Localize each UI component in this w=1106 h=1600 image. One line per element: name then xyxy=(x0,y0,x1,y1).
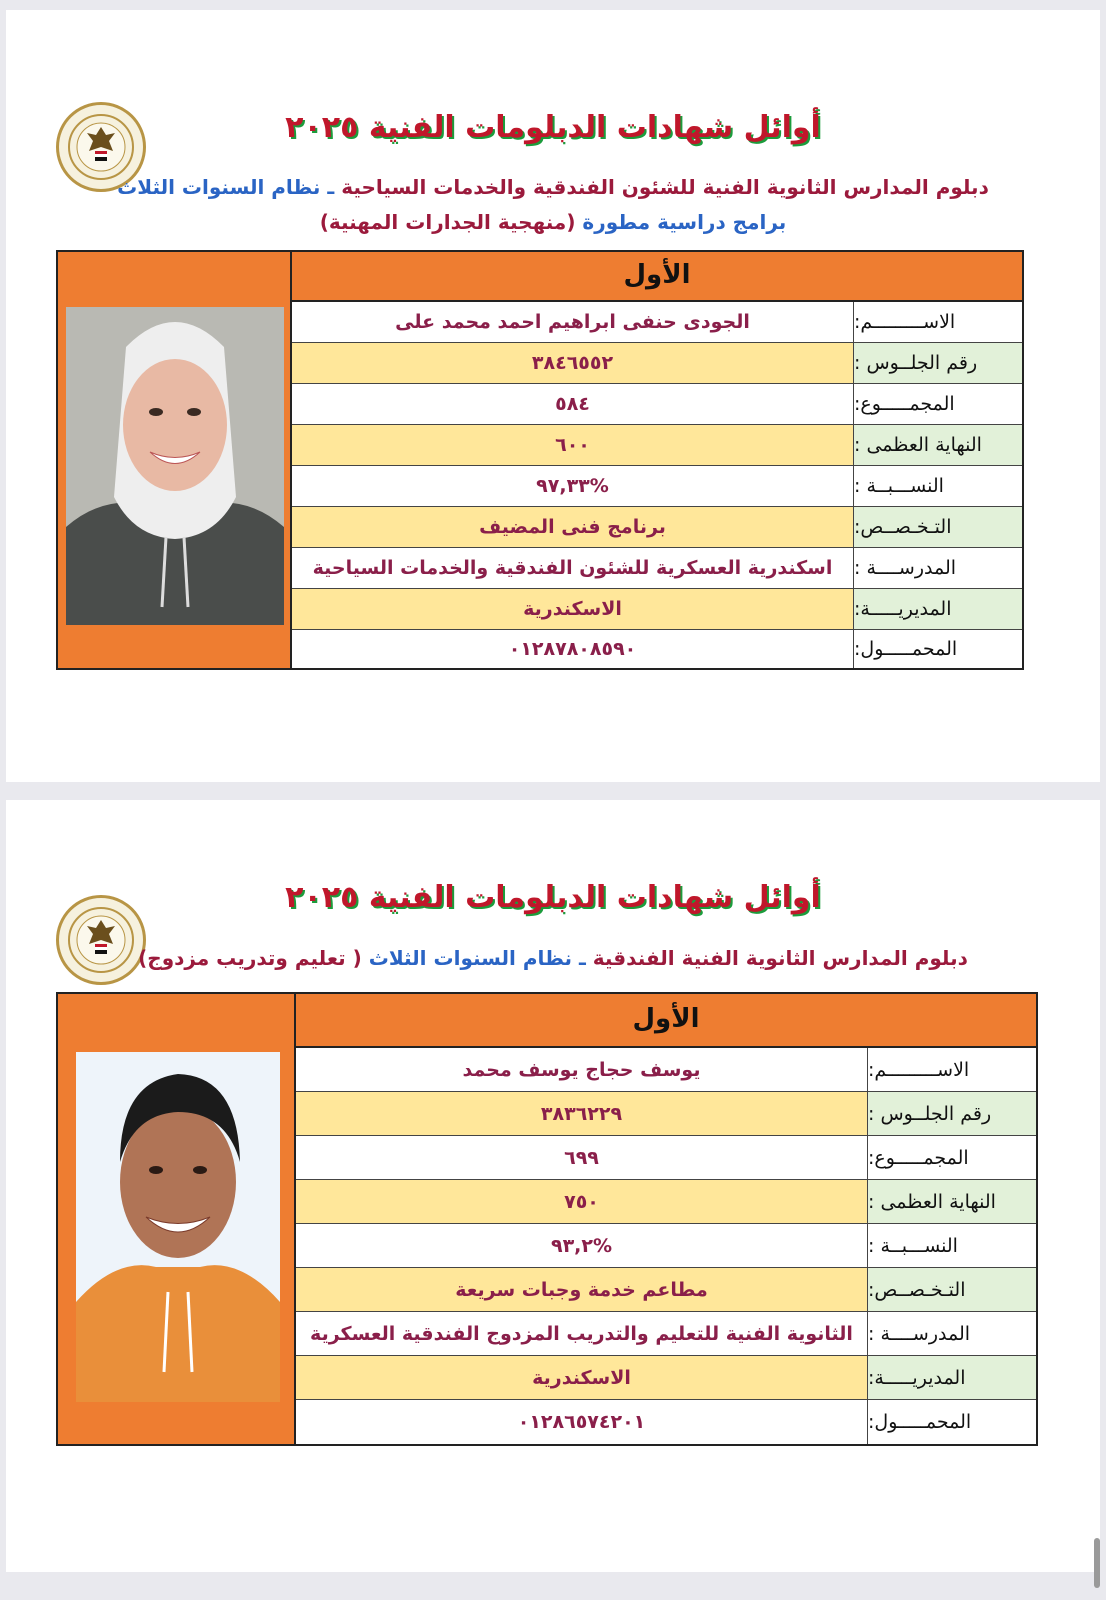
student-photo xyxy=(76,1052,280,1402)
total-value: ٥٨٤ xyxy=(292,384,854,424)
school-value: الثانوية الفنية للتعليم والتدريب المزدوج الفندقية العسكرية xyxy=(296,1312,868,1355)
student-photo xyxy=(66,307,284,625)
table-row xyxy=(292,507,1022,548)
name-label: الاســـــــــم: xyxy=(868,1048,1036,1091)
rank-header: الأول xyxy=(292,252,1022,302)
seat-label: رقم الجلــوس : xyxy=(854,343,1022,383)
subtitle-red-part: دبلوم المدارس الثانوية الفنية الفندقية xyxy=(592,946,968,970)
subtitle-blue-part: ـ نظام السنوات الثلاث xyxy=(368,946,593,970)
max-value: ٦٠٠ xyxy=(292,425,854,465)
spec-label: التـخـصــص: xyxy=(868,1268,1036,1311)
table-row xyxy=(292,425,1022,466)
table-row xyxy=(292,384,1022,425)
total-value: ٦٩٩ xyxy=(296,1136,868,1179)
directorate-label: المديريـــــة: xyxy=(854,589,1022,629)
student-card xyxy=(56,250,1024,670)
subtitle-red-part: دبلوم المدارس الثانوية الفنية للشئون الفندقية والخدمات السياحية xyxy=(341,175,989,199)
table-row xyxy=(296,1092,1036,1136)
table-row xyxy=(296,1400,1036,1444)
table-row xyxy=(296,1180,1036,1224)
max-value: ٧٥٠ xyxy=(296,1180,868,1223)
mobile-label: المحمـــــول: xyxy=(854,630,1022,668)
directorate-value: الاسكندرية xyxy=(292,589,854,629)
student-info-table xyxy=(294,994,1036,1444)
mobile-value: ٠١٢٨٦٥٧٤٢٠١ xyxy=(296,1400,868,1444)
table-row xyxy=(296,1312,1036,1356)
school-label: المدرســــة : xyxy=(868,1312,1036,1355)
mobile-label: المحمـــــول: xyxy=(868,1400,1036,1444)
certificate-page-2 xyxy=(6,800,1100,1572)
spec-value: مطاعم خدمة وجبات سريعة xyxy=(296,1268,868,1311)
directorate-label: المديريـــــة: xyxy=(868,1356,1036,1399)
table-row xyxy=(292,466,1022,507)
program-subtitle xyxy=(6,210,1100,234)
school-value: اسكندرية العسكرية للشئون الفندقية والخدمات السياحية xyxy=(292,548,854,588)
percent-label: النســـبــة : xyxy=(868,1224,1036,1267)
table-row xyxy=(292,630,1022,668)
table-row xyxy=(292,302,1022,343)
subtitle-blue-part: ـ نظام السنوات الثلاث xyxy=(117,175,342,199)
table-row xyxy=(296,1356,1036,1400)
table-row xyxy=(296,1048,1036,1092)
diploma-subtitle xyxy=(6,175,1100,199)
program-blue-part: برامج دراسية مطورة xyxy=(582,210,787,234)
table-row xyxy=(296,1224,1036,1268)
spec-value: برنامج فنى المضيف xyxy=(292,507,854,547)
mobile-value: ٠١٢٨٧٨٠٨٥٩٠ xyxy=(292,630,854,668)
table-row xyxy=(296,1136,1036,1180)
spec-label: التـخـصــص: xyxy=(854,507,1022,547)
student-card xyxy=(56,992,1038,1446)
table-row xyxy=(292,343,1022,384)
max-label: النهاية العظمى : xyxy=(854,425,1022,465)
seat-label: رقم الجلــوس : xyxy=(868,1092,1036,1135)
directorate-value: الاسكندرية xyxy=(296,1356,868,1399)
name-value: الجودى حنفى ابراهيم احمد محمد على xyxy=(292,302,854,342)
table-row xyxy=(292,548,1022,589)
certificate-page-1 xyxy=(6,10,1100,782)
percent-value: %٩٧,٣٣ xyxy=(292,466,854,506)
school-label: المدرســــة : xyxy=(854,548,1022,588)
percent-label: النســـبــة : xyxy=(854,466,1022,506)
seat-value: ٣٨٤٦٥٥٢ xyxy=(292,343,854,383)
diploma-subtitle xyxy=(6,946,1100,970)
program-red-part: (منهجية الجدارات المهنية) xyxy=(319,210,583,234)
student-info-table xyxy=(290,252,1022,668)
percent-value: %٩٣,٢ xyxy=(296,1224,868,1267)
table-row xyxy=(296,1268,1036,1312)
max-label: النهاية العظمى : xyxy=(868,1180,1036,1223)
seat-value: ٣٨٣٦٢٢٩ xyxy=(296,1092,868,1135)
total-label: المجمـــــوع: xyxy=(868,1136,1036,1179)
rank-header: الأول xyxy=(296,994,1036,1048)
table-row xyxy=(292,589,1022,630)
scrollbar-thumb[interactable] xyxy=(1094,1538,1100,1588)
page-title: أوائل شهادات الدبلومات الفنية ٢٠٢٥ xyxy=(285,110,821,145)
total-label: المجمـــــوع: xyxy=(854,384,1022,424)
page-title: أوائل شهادات الدبلومات الفنية ٢٠٢٥ xyxy=(285,880,821,915)
subtitle-red-part-2: ( تعليم وتدريب مزدوج) xyxy=(138,946,369,970)
name-value: يوسف حجاج يوسف محمد xyxy=(296,1048,868,1091)
name-label: الاســـــــــم: xyxy=(854,302,1022,342)
